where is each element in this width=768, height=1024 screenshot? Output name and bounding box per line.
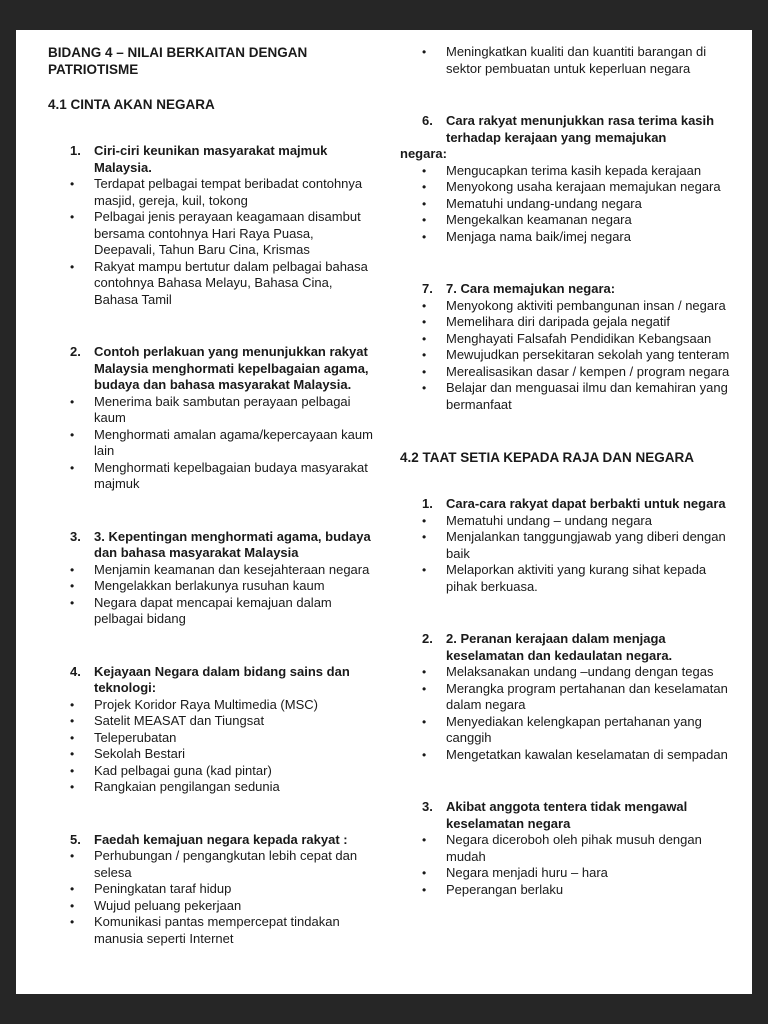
numbered-item xyxy=(400,799,730,898)
bullet-text: Mengekalkan keamanan negara xyxy=(446,212,632,227)
bullet-text: Mengetatkan kawalan keselamatan di sempadan xyxy=(446,746,728,762)
bullet-icon: • xyxy=(70,562,75,577)
item-title-row xyxy=(70,143,378,176)
bullet-text: Meningkatkan kualiti dan kuantiti barangan di sektor pembuatan untuk keperluan negara xyxy=(446,44,707,76)
item-number: 6. xyxy=(422,113,433,128)
item-title: 2. Peranan kerajaan dalam menjaga keselamatan dan kedaulatan negara. xyxy=(446,631,673,663)
bullet-row xyxy=(422,196,730,213)
bullet-text: Mengelakkan berlakunya rusuhan kaum xyxy=(94,578,325,593)
bullet-icon: • xyxy=(422,298,427,313)
bullet-icon: • xyxy=(422,348,427,362)
section-heading: 4.1 CINTA AKAN NEGARA xyxy=(48,97,215,112)
numbered-item xyxy=(48,344,378,493)
bullet-icon: • xyxy=(70,849,75,863)
bullet-text: Komunikasi pantas mempercepat tindakan manusia seperti Internet xyxy=(94,914,340,946)
item-title-row xyxy=(422,496,730,513)
bullet-text: Teleperubatan xyxy=(94,729,177,745)
bullet-text: Peperangan berlaku xyxy=(446,881,564,897)
item-title-row xyxy=(70,344,378,394)
bullet-icon: • xyxy=(422,866,427,880)
bullet-text: Melaksanakan undang –undang dengan tegas xyxy=(446,664,714,679)
bullet-text: Mewujudkan persekitaran sekolah yang tenteram xyxy=(446,347,730,362)
bullet-row xyxy=(70,595,378,628)
bullet-icon: • xyxy=(422,163,427,178)
bullet-group xyxy=(400,44,730,77)
item-title-row xyxy=(422,281,730,298)
bullet-row xyxy=(70,394,378,427)
bullet-row xyxy=(70,779,378,796)
bullet-icon: • xyxy=(422,229,427,244)
bullet-row xyxy=(422,229,730,246)
bullet-icon: • xyxy=(70,882,75,896)
bullet-text: Mematuhi undang-undang negara xyxy=(446,195,642,211)
document-title: BIDANG 4 – NILAI BERKAITAN DENGAN PATRIOTISME xyxy=(48,45,308,77)
bullet-row xyxy=(422,380,730,413)
item-number: 4. xyxy=(70,663,81,679)
bullet-text: Terdapat pelbagai tempat beribadat contohnya masjid, gereja, kuil, tokong xyxy=(94,176,363,208)
bullet-text: Menghayati Falsafah Pendidikan Kebangsaan xyxy=(446,330,712,346)
bullet-icon: • xyxy=(422,747,427,762)
bullet-icon: • xyxy=(70,460,75,475)
bullet-text: Menjaga nama baik/imej negara xyxy=(446,228,631,244)
bullet-text: Menyokong usaha kerajaan memajukan negara xyxy=(446,179,721,194)
bullet-text: Pelbagai jenis perayaan keagamaan disambut bersama contohnya Hari Raya Puasa, Deepavali, Tahun Baru Cina, Krismas xyxy=(94,209,361,257)
bullet-row xyxy=(70,763,378,780)
bullet-text: Merangka program pertahanan dan keselamatan dalam negara xyxy=(446,680,728,712)
numbered-item xyxy=(48,832,378,948)
item-number: 2. xyxy=(422,631,433,646)
bullet-text: Menghormati kepelbagaian budaya masyarakat majmuk xyxy=(94,459,368,491)
bullet-text: Rakyat mampu bertutur dalam pelbagai bahasa contohnya Bahasa Melayu, Bahasa Cina, Bahasa Tamil xyxy=(94,258,368,307)
numbered-item xyxy=(48,664,378,796)
bullet-row xyxy=(422,714,730,747)
item-title: 3. Kepentingan menghormati agama, budaya dan bahasa masyarakat Malaysia xyxy=(94,528,371,560)
bullet-icon: • xyxy=(70,915,75,929)
bullet-text: Wujud peluang pekerjaan xyxy=(94,897,242,913)
item-title: Faedah kemajuan negara kepada rakyat : xyxy=(94,831,348,847)
bullet-row xyxy=(422,163,730,180)
bullet-icon: • xyxy=(422,381,427,395)
item-title: 7. Cara memajukan negara: xyxy=(446,281,616,296)
bullet-text: Menyediakan kelengkapan pertahanan yang canggih xyxy=(446,713,702,745)
bullet-row xyxy=(422,562,730,595)
bullet-icon: • xyxy=(70,427,75,442)
bullet-row xyxy=(422,364,730,381)
bullet-row xyxy=(422,681,730,714)
bullet-text: Memelihara diri daripada gejala negatif xyxy=(446,314,671,329)
item-title-outdent: negara: xyxy=(400,146,447,161)
bullet-icon: • xyxy=(70,730,75,745)
bullet-icon: • xyxy=(70,780,75,794)
item-number: 7. xyxy=(422,281,433,296)
bullet-text: Kad pelbagai guna (kad pintar) xyxy=(94,762,272,778)
bullet-row xyxy=(422,298,730,315)
bullet-text: Sekolah Bestari xyxy=(94,746,186,761)
bullet-row xyxy=(70,460,378,493)
item-title: Cara-cara rakyat dapat berbakti untuk negara xyxy=(446,496,726,511)
bullet-row xyxy=(70,697,378,714)
bullet-row xyxy=(70,578,378,595)
bullet-icon: • xyxy=(422,180,427,194)
document-page xyxy=(16,30,752,994)
bullet-row xyxy=(70,881,378,898)
bullet-icon: • xyxy=(422,196,427,211)
item-title-row xyxy=(422,631,730,664)
bullet-text: Rangkaian pengilangan sedunia xyxy=(94,779,280,794)
item-title: Cara rakyat menunjukkan rasa terima kasih terhadap kerajaan yang memajukan xyxy=(446,113,715,145)
bullet-icon: • xyxy=(422,331,427,346)
numbered-item xyxy=(48,143,378,308)
bullet-row xyxy=(70,730,378,747)
bullet-icon: • xyxy=(422,364,427,379)
bullet-row xyxy=(422,832,730,865)
bullet-text: Peningkatan taraf hidup xyxy=(94,881,232,896)
bullet-text: Menjalankan tanggungjawab yang diberi dengan baik xyxy=(446,529,726,561)
bullet-text: Merealisasikan dasar / kempen / program negara xyxy=(446,363,730,379)
bullet-text: Satelit MEASAT dan Tiungsat xyxy=(94,713,265,728)
bullet-row xyxy=(70,713,378,730)
bullet-row xyxy=(422,664,730,681)
bullet-icon: • xyxy=(422,665,427,679)
bullet-text: Negara diceroboh oleh pihak musuh dengan mudah xyxy=(446,832,702,864)
item-title: Contoh perlakuan yang menunjukkan rakyat Malaysia menghormati kepelbagaian agama, budaya dan bahasa masyarakat Malaysia. xyxy=(94,344,369,392)
item-title-row xyxy=(70,664,378,697)
bullet-text: Mengucapkan terima kasih kepada kerajaan xyxy=(446,162,702,178)
bullet-icon: • xyxy=(70,595,75,610)
bullet-text: Menjamin keamanan dan kesejahteraan negara xyxy=(94,561,370,577)
bullet-icon: • xyxy=(70,747,75,761)
item-number: 1. xyxy=(70,143,81,158)
bullet-row xyxy=(70,427,378,460)
bullet-icon: • xyxy=(422,681,427,696)
bullet-icon: • xyxy=(70,579,75,593)
bullet-row xyxy=(70,848,378,881)
item-title: Kejayaan Negara dalam bidang sains dan teknologi: xyxy=(94,663,350,695)
numbered-item xyxy=(400,113,730,245)
bullet-row xyxy=(70,746,378,763)
numbered-item xyxy=(400,281,730,413)
bullet-icon: • xyxy=(70,714,75,728)
item-number: 5. xyxy=(70,831,81,847)
item-number: 3. xyxy=(70,528,81,544)
bullet-text: Negara menjadi huru – hara xyxy=(446,865,608,880)
bullet-row xyxy=(422,882,730,899)
bullet-row xyxy=(422,513,730,530)
bullet-row xyxy=(422,865,730,882)
bullet-row xyxy=(70,898,378,915)
bullet-row xyxy=(422,529,730,562)
bullet-text: Menyokong aktiviti pembangunan insan / negara xyxy=(446,297,726,313)
bullet-row xyxy=(70,259,378,309)
bullet-text: Melaporkan aktiviti yang kurang sihat kepada pihak berkuasa. xyxy=(446,562,707,594)
bullet-text: Projek Koridor Raya Multimedia (MSC) xyxy=(94,696,318,712)
item-number: 3. xyxy=(422,799,433,814)
bullet-row xyxy=(70,176,378,209)
item-title-row xyxy=(422,799,730,832)
right-column xyxy=(400,44,730,983)
bullet-text: Mematuhi undang – undang negara xyxy=(446,512,652,528)
bullet-icon: • xyxy=(70,210,75,224)
bullet-row xyxy=(422,44,730,77)
bullet-row xyxy=(70,914,378,947)
bullet-icon: • xyxy=(422,714,427,729)
document-columns xyxy=(48,44,730,983)
item-title: Akibat anggota tentera tidak mengawal keselamatan negara xyxy=(446,799,688,831)
bullet-row xyxy=(422,347,730,364)
item-number: 2. xyxy=(70,344,81,359)
item-number: 1. xyxy=(422,496,433,511)
bullet-row xyxy=(422,212,730,229)
numbered-item xyxy=(400,631,730,763)
bullet-icon: • xyxy=(70,259,75,274)
bullet-icon: • xyxy=(422,882,427,897)
item-title-row xyxy=(422,113,730,146)
bullet-icon: • xyxy=(70,697,75,712)
item-title-row xyxy=(70,832,378,849)
bullet-icon: • xyxy=(422,563,427,577)
bullet-row xyxy=(422,747,730,764)
bullet-icon: • xyxy=(422,315,427,329)
numbered-item xyxy=(400,496,730,595)
bullet-text: Perhubungan / pengangkutan lebih cepat dan selesa xyxy=(94,848,358,880)
numbered-item xyxy=(48,529,378,628)
left-column xyxy=(48,44,378,983)
item-title: Ciri-ciri keunikan masyarakat majmuk Malaysia. xyxy=(94,143,328,175)
bullet-icon: • xyxy=(422,530,427,544)
section-heading: 4.2 TAAT SETIA KEPADA RAJA DAN NEGARA xyxy=(400,450,695,465)
item-title-row xyxy=(70,529,378,562)
bullet-row xyxy=(70,209,378,259)
bullet-icon: • xyxy=(70,898,75,913)
bullet-text: Menghormati amalan agama/kepercayaan kaum lain xyxy=(94,426,373,458)
bullet-icon: • xyxy=(422,45,427,59)
bullet-icon: • xyxy=(70,763,75,778)
bullet-icon: • xyxy=(422,513,427,528)
bullet-row xyxy=(422,331,730,348)
bullet-text: Belajar dan menguasai ilmu dan kemahiran yang bermanfaat xyxy=(446,380,728,412)
bullet-row xyxy=(70,562,378,579)
bullet-row xyxy=(422,314,730,331)
bullet-icon: • xyxy=(422,213,427,227)
bullet-row xyxy=(422,179,730,196)
bullet-icon: • xyxy=(70,177,75,191)
bullet-icon: • xyxy=(422,833,427,847)
bullet-icon: • xyxy=(70,394,75,409)
bullet-text: Negara dapat mencapai kemajuan dalam pelbagai bidang xyxy=(94,594,332,626)
bullet-text: Menerima baik sambutan perayaan pelbagai kaum xyxy=(94,393,351,425)
